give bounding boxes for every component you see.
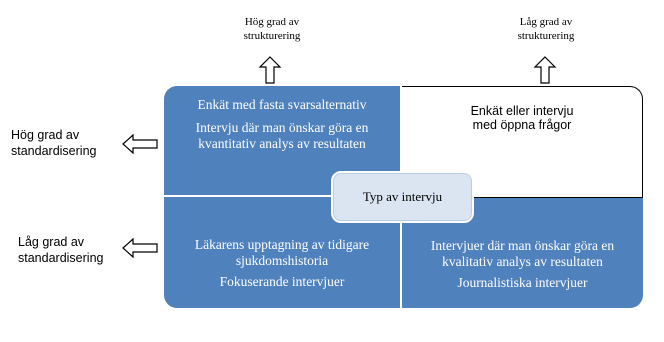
side-label-bottom-line2: standardisering xyxy=(18,251,104,265)
quadrant-top-left-line1: Enkät med fasta svarsalternativ xyxy=(197,97,367,112)
side-label-top-line1: Hög grad av xyxy=(11,128,80,142)
side-label-bottom-line1: Låg grad av xyxy=(18,235,85,249)
top-label-left xyxy=(222,15,322,43)
top-label-left-line1: Hög grad av xyxy=(244,16,300,28)
quadrant-bottom-right-line2: kvalitativ analys av resultaten xyxy=(442,254,603,269)
side-label-top xyxy=(11,127,96,159)
left-arrow-top-icon xyxy=(122,134,158,154)
quadrant-top-right-line1: Enkät eller intervju xyxy=(470,104,574,118)
quadrant-top-right-line2: med öppna frågor xyxy=(472,118,572,132)
up-arrow-right-icon xyxy=(534,56,556,84)
top-label-right-line1: Låg grad av xyxy=(519,16,573,28)
quadrant-bottom-left-line1: Läkarens upptagning av tidigare xyxy=(194,237,370,252)
left-arrow-bottom-icon xyxy=(122,238,158,258)
top-label-right-line2: strukturering xyxy=(517,30,575,42)
quadrant-top-left-line2: Intervju där man önskar göra en xyxy=(195,120,369,135)
quadrant-top-left-line3: kvantitativ analys av resultaten xyxy=(198,136,366,151)
quadrant-bottom-left-line2: sjukdomshistoria xyxy=(235,253,329,268)
quadrant-bottom-right-line1: Intervjuer där man önskar göra en xyxy=(430,238,615,253)
center-label: Typ av intervju xyxy=(331,171,474,223)
top-label-right xyxy=(496,15,596,43)
up-arrow-left-icon xyxy=(259,56,281,84)
side-label-bottom xyxy=(18,234,103,266)
quadrant-bottom-left-line3: Fokuserande intervjuer xyxy=(219,274,345,289)
side-label-top-line2: standardisering xyxy=(11,144,97,158)
quadrant-bottom-right-line3: Journalistiska intervjuer xyxy=(457,275,588,290)
top-label-left-line2: strukturering xyxy=(243,30,301,42)
